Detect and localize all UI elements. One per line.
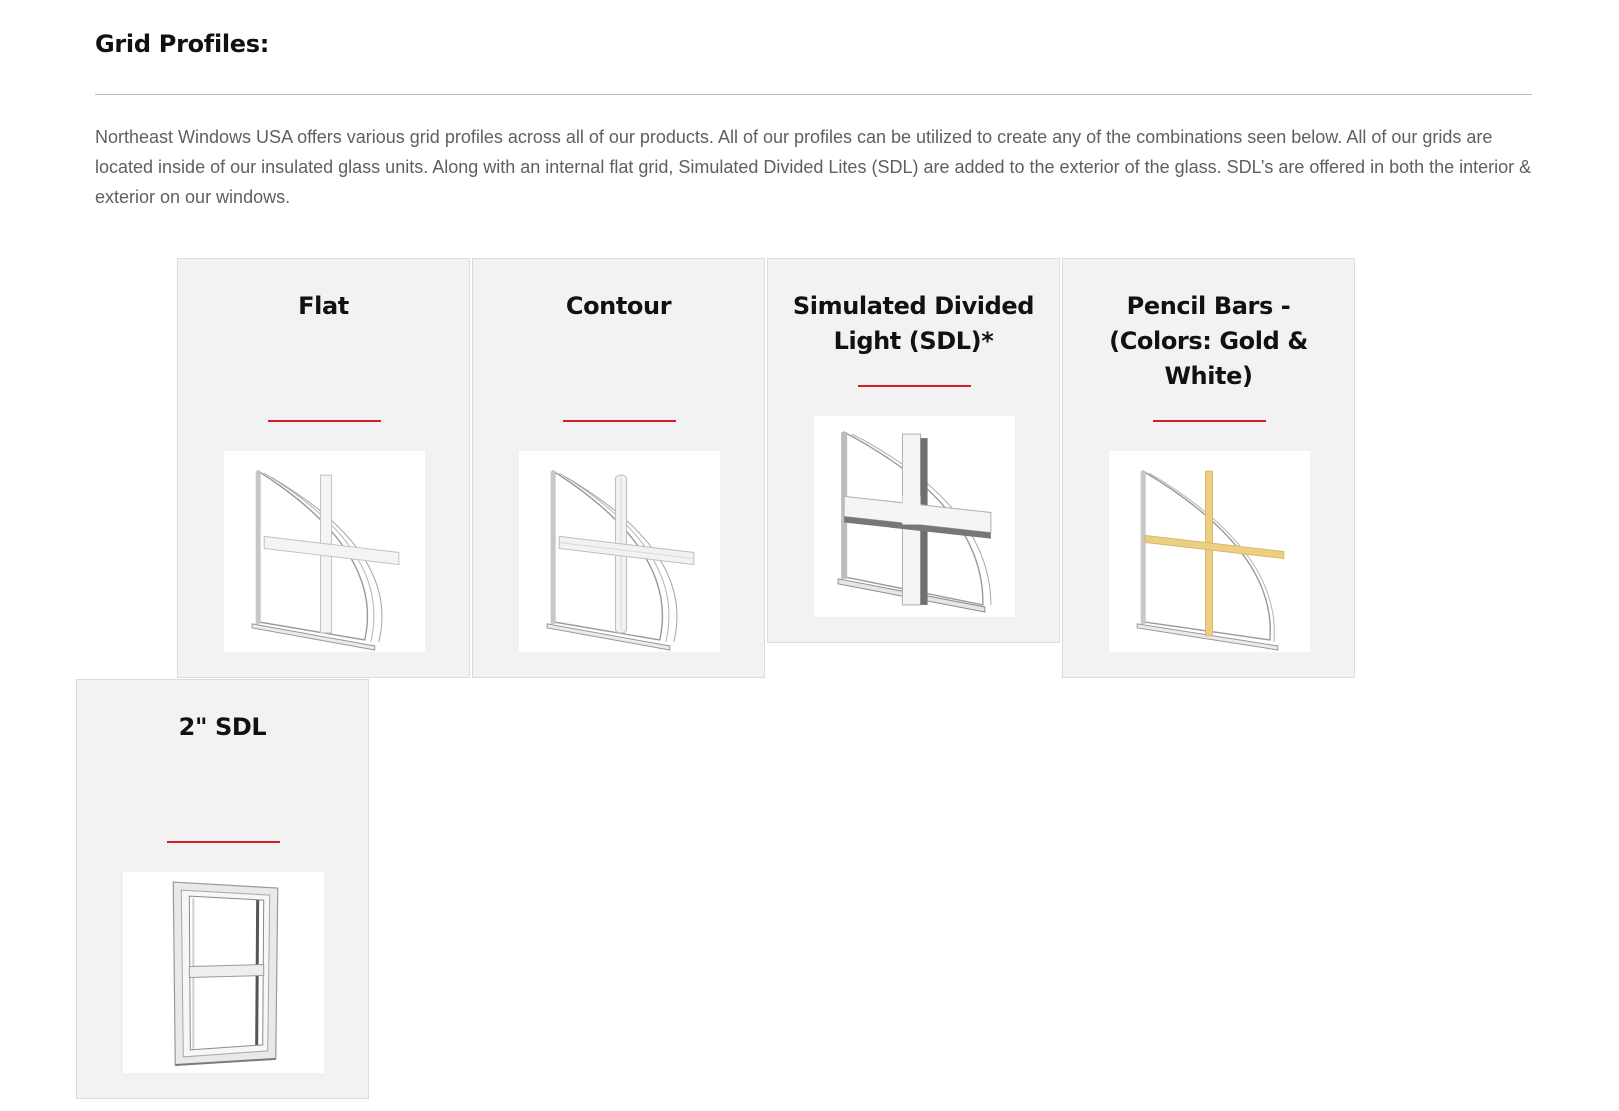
pencil-bar-window-icon	[1109, 451, 1310, 652]
title-underline	[858, 385, 971, 387]
title-underline	[167, 841, 280, 843]
page-title: Grid Profiles:	[95, 30, 270, 58]
profile-title: Simulated Divided Light (SDL)*	[792, 292, 1035, 355]
flat-grid-window-icon	[224, 451, 425, 652]
profile-card-contour	[472, 258, 765, 678]
intro-paragraph: Northeast Windows USA offers various grid profiles across all of our products. All of our profiles can be utilized to create any of the combinations seen below. All of our grids are located inside of our insulated glass units. Along with an internal flat grid, Simulated Divided Lites (SDL) are added to the exterior of the glass. SDL’s are offered in both the interior & exterior on our windows.	[95, 127, 1532, 207]
profile-title: Contour	[565, 292, 672, 320]
profile-title: Flat	[298, 292, 349, 320]
profile-card-sdl	[767, 258, 1060, 643]
title-underline	[563, 420, 676, 422]
sdl-grid-window-icon	[814, 416, 1015, 617]
heading-divider	[95, 94, 1532, 95]
contour-grid-window-icon	[519, 451, 720, 652]
profile-card-flat	[177, 258, 470, 678]
title-underline	[1153, 420, 1266, 422]
profile-card-two-inch-sdl	[76, 679, 369, 1099]
profile-title: 2" SDL	[178, 713, 267, 741]
two-inch-sdl-window-icon	[123, 872, 324, 1073]
profile-title: Pencil Bars - (Colors: Gold & White)	[1109, 292, 1308, 390]
profile-card-pencil-bars	[1062, 258, 1355, 678]
title-underline	[268, 420, 381, 422]
